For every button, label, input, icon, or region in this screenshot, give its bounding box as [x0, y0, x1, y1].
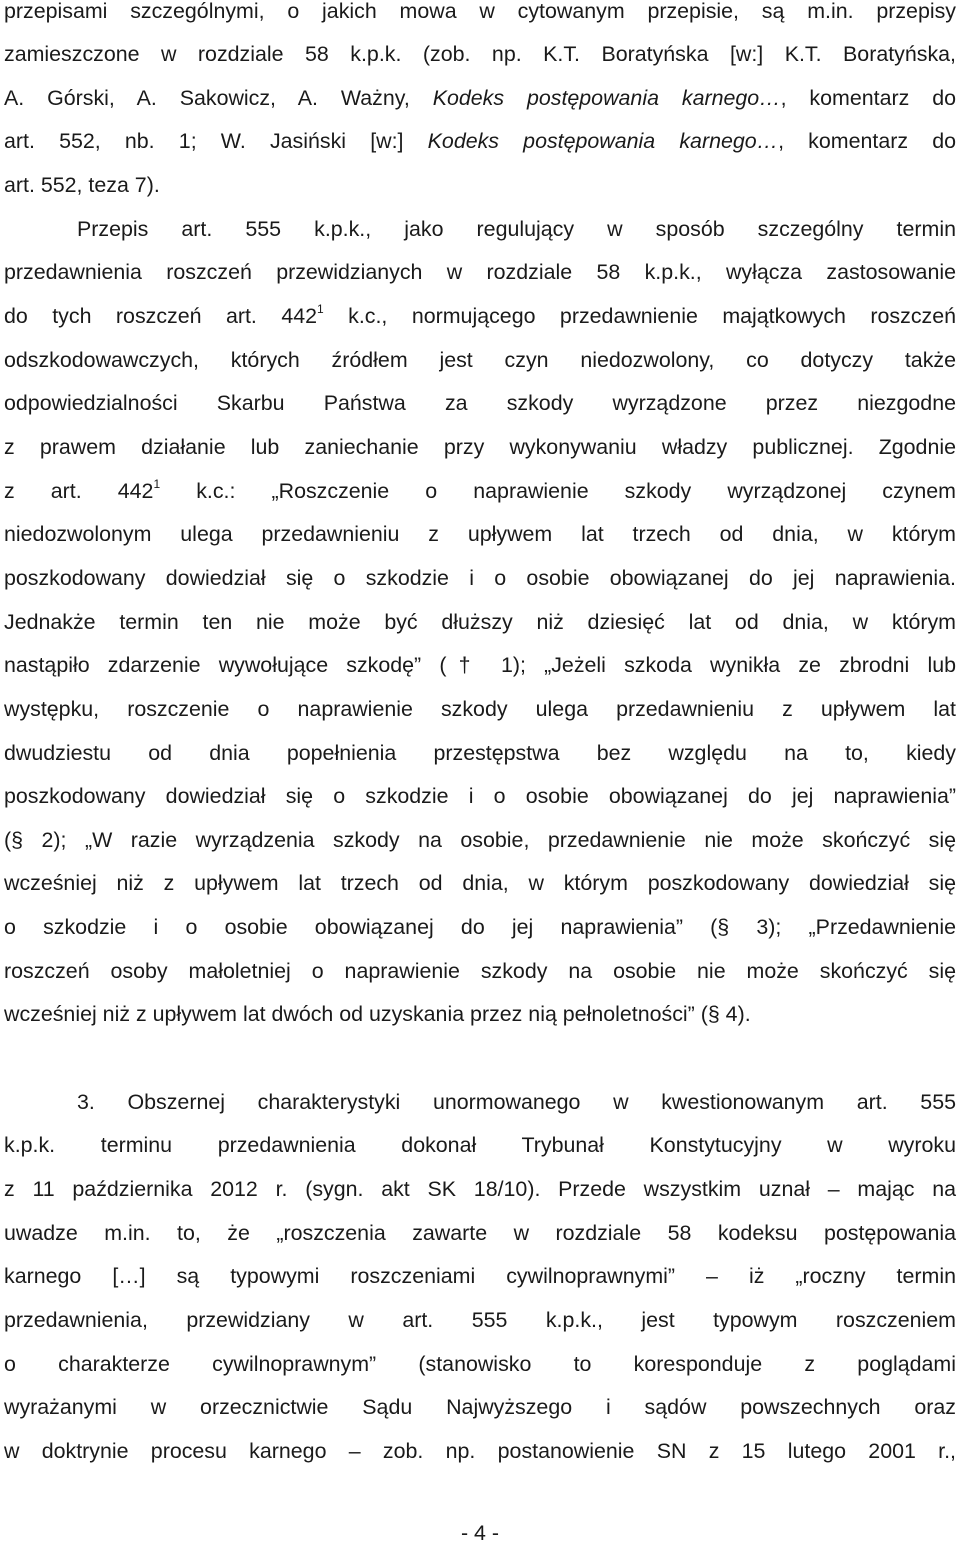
text-line: uwadze m.in. to, że „roszczenia zawarte w rozdziale 58 kodeksu postępowania: [4, 1221, 956, 1245]
text-line: zamieszczone w rozdziale 58 k.p.k. (zob. np. K.T. Boratyńska [w:] K.T. Boratyńska,: [4, 42, 956, 66]
numbered-paragraph-first-line: 3. Obszernej charakterystyki unormowanego w kwestionowanym art. 555: [77, 1090, 956, 1114]
text-line: przedawnienia roszczeń przewidzianych w rozdziale 58 k.p.k., wyłącza zastosowanie: [4, 260, 956, 284]
text-span: , komentarz do: [778, 129, 957, 153]
text-line: odpowiedzialności Skarbu Państwa za szkody wyrządzone przez niezgodne: [4, 391, 956, 415]
text-span: A. Górski, A. Sakowicz, A. Ważny,: [4, 86, 433, 110]
book-title: Kodeks postępowania karnego…: [427, 129, 779, 153]
text-line: w doktrynie procesu karnego – zob. np. postanowienie SN z 15 lutego 2001 r.,: [4, 1439, 956, 1463]
text-line: przepisami szczególnymi, o jakich mowa w cytowanym przepisie, są m.in. przepisy: [4, 0, 956, 23]
text-span: do tych roszczeń art. 442: [4, 304, 318, 328]
text-line: poszkodowany dowiedział się o szkodzie i o osobie obowiązanej do jej naprawienia”: [4, 784, 956, 808]
page-number: - 4 -: [460, 1521, 500, 1545]
text-line: k.p.k. terminu przedawnienia dokonał Trybunał Konstytucyjny w wyroku: [4, 1133, 956, 1157]
superscript: 1: [317, 301, 324, 316]
text-line: wyrażanymi w orzecznictwie Sądu Najwyższego i sądów powszechnych oraz: [4, 1395, 956, 1419]
text-line: wcześniej niż z upływem lat trzech od dnia, w którym poszkodowany dowiedział się: [4, 871, 956, 895]
book-title: Kodeks postępowania karnego…: [432, 86, 781, 110]
text-span: , komentarz do: [780, 86, 956, 110]
text-line: roszczeń osoby małoletniej o naprawienie szkody na osobie nie może skończyć się: [4, 959, 956, 983]
text-line: o szkodzie i o osobie obowiązanej do jej naprawienia” (§ 3); „Przedawnienie: [4, 915, 956, 939]
text-line: [4, 126, 956, 156]
text-line: występku, roszczenie o naprawienie szkody ulega przedawnieniu z upływem lat: [4, 697, 956, 721]
text-line: dwudziestu od dnia popełnienia przestępstwa bez względu na to, kiedy: [4, 741, 956, 765]
text-line: art. 552, teza 7).: [4, 173, 160, 197]
text-span: art. 552, nb. 1; W. Jasiński [w:]: [4, 129, 428, 153]
text-line: z 11 października 2012 r. (sygn. akt SK 18/10). Przede wszystkim uznał – mając na: [4, 1177, 956, 1201]
text-line: Jednakże termin ten nie może być dłuższy niż dziesięć lat od dnia, w którym: [4, 610, 956, 634]
text-line: z prawem działanie lub zaniechanie przy wykonywaniu władzy publicznej. Zgodnie: [4, 435, 956, 459]
text-span: k.c.: „Roszczenie o naprawienie szkody wyrządzonej czynem: [160, 479, 956, 503]
text-span: z art. 442: [4, 479, 154, 503]
text-span: k.c., normującego przedawnienie majątkowych roszczeń: [323, 304, 956, 328]
text-line: karnego […] są typowymi roszczeniami cywilnoprawnymi” – iż „roczny termin: [4, 1264, 956, 1288]
paragraph-first-line: Przepis art. 555 k.p.k., jako regulujący w sposób szczególny termin: [77, 217, 956, 241]
text-line: (§ 2); „W razie wyrządzenia szkody na osobie, przedawnienie nie może skończyć się: [4, 828, 956, 852]
text-line: odszkodowawczych, których źródłem jest czyn niedozwolony, co dotyczy także: [4, 348, 956, 372]
text-line: przedawnienia, przewidziany w art. 555 k.p.k., jest typowym roszczeniem: [4, 1308, 956, 1332]
text-line: wcześniej niż z upływem lat dwóch od uzyskania przez nią pełnoletności” (§ 4).: [4, 1002, 751, 1026]
text-line: [4, 476, 956, 506]
text-line: [4, 83, 956, 113]
text-line: poszkodowany dowiedział się o szkodzie i o osobie obowiązanej do jej naprawienia.: [4, 566, 956, 590]
text-line: niedozwolonym ulega przedawnieniu z upływem lat trzech od dnia, w którym: [4, 522, 956, 546]
text-line: [4, 301, 956, 331]
superscript: 1: [153, 476, 161, 491]
text-line: o charakterze cywilnoprawnym” (stanowisko to koresponduje z poglądami: [4, 1352, 956, 1376]
text-line: nastąpiło zdarzenie wywołujące szkodę” († 1); „Jeżeli szkoda wynikła ze zbrodni lub: [4, 653, 956, 677]
